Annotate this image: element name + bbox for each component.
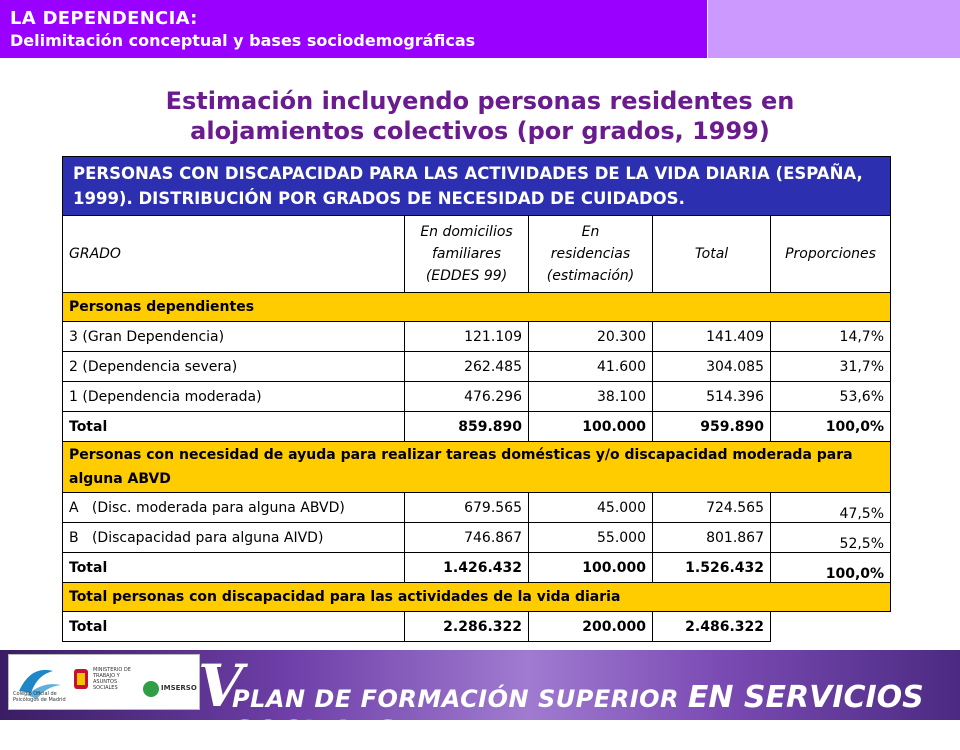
heading-line-2: alojamientos colectivos (por grados, 1999) bbox=[190, 117, 770, 145]
cell-total: 304.085 bbox=[653, 352, 771, 382]
col-total: Total bbox=[653, 216, 771, 293]
footer-plan-text bbox=[232, 680, 960, 750]
colegio-psicologos-logo: Colegio Oficial de Psicólogos de Madrid bbox=[13, 661, 67, 703]
cell-domicilios: 121.109 bbox=[405, 322, 529, 352]
dependency-table bbox=[62, 156, 891, 642]
header-subtitle: Delimitación conceptual y bases sociodemográficas bbox=[10, 31, 476, 50]
cell-prop: 52,5% bbox=[771, 523, 891, 553]
total-row bbox=[63, 553, 891, 583]
cell-prop: 31,7% bbox=[771, 352, 891, 382]
cell-total: 801.867 bbox=[653, 523, 771, 553]
table-row bbox=[63, 523, 891, 553]
cell-domicilios: 476.296 bbox=[405, 382, 529, 412]
cell-grado: B (Discapacidad para alguna AIVD) bbox=[63, 523, 405, 553]
cell-prop: 47,5% bbox=[771, 493, 891, 523]
imserso-icon bbox=[141, 679, 161, 699]
cell-residencias: 55.000 bbox=[529, 523, 653, 553]
cell-total: 141.409 bbox=[653, 322, 771, 352]
empty-cell bbox=[771, 612, 891, 642]
header-bar bbox=[0, 0, 707, 58]
cell-domicilios: 2.286.322 bbox=[405, 612, 529, 642]
grand-total-row bbox=[63, 612, 891, 642]
imserso-logo: IMSERSO bbox=[139, 661, 195, 703]
cell-prop: 53,6% bbox=[771, 382, 891, 412]
section-dependientes: Personas dependientes bbox=[63, 293, 891, 322]
cell-grado: 2 (Dependencia severa) bbox=[63, 352, 405, 382]
table-title: PERSONAS CON DISCAPACIDAD PARA LAS ACTIVIDADES DE LA VIDA DIARIA (ESPAÑA, 1999). DISTRIBUCIÓN POR GRADOS DE NECESIDAD DE CUIDADOS. bbox=[63, 157, 891, 216]
cell-grado: A (Disc. moderada para alguna ABVD) bbox=[63, 493, 405, 523]
header-title: LA DEPENDENCIA: bbox=[10, 8, 198, 29]
cell-prop: 14,7% bbox=[771, 322, 891, 352]
column-header-row bbox=[63, 216, 891, 293]
cell-total: 724.565 bbox=[653, 493, 771, 523]
cell-total: 1.526.432 bbox=[653, 553, 771, 583]
cell-domicilios: 1.426.432 bbox=[405, 553, 529, 583]
cell-prop: 100,0% bbox=[771, 553, 891, 583]
cell-domicilios: 262.485 bbox=[405, 352, 529, 382]
servicios-label: EN SERVICIOS SOCIALES bbox=[232, 680, 924, 750]
cell-residencias: 100.000 bbox=[529, 553, 653, 583]
cell-residencias: 20.300 bbox=[529, 322, 653, 352]
cell-residencias: 100.000 bbox=[529, 412, 653, 442]
cell-prop: 100,0% bbox=[771, 412, 891, 442]
cell-residencias: 38.100 bbox=[529, 382, 653, 412]
total-row bbox=[63, 412, 891, 442]
section-total-personas: Total personas con discapacidad para las actividades de la vida diaria bbox=[63, 583, 891, 612]
heading-line-1: Estimación incluyendo personas residentes en bbox=[165, 87, 795, 115]
cell-domicilios: 746.867 bbox=[405, 523, 529, 553]
coat-of-arms-icon bbox=[71, 665, 91, 695]
cell-grado: Total bbox=[63, 612, 405, 642]
cell-grado: Total bbox=[63, 412, 405, 442]
cell-total: 2.486.322 bbox=[653, 612, 771, 642]
cell-domicilios: 859.890 bbox=[405, 412, 529, 442]
footer-banner bbox=[0, 650, 960, 750]
col-grado: GRADO bbox=[63, 216, 405, 293]
table-row bbox=[63, 382, 891, 412]
section-ayuda: Personas con necesidad de ayuda para realizar tareas domésticas y/o discapacidad moderada para alguna ABVD bbox=[63, 442, 891, 493]
col-residencias: En residencias (estimación) bbox=[529, 216, 653, 293]
page-heading bbox=[40, 86, 920, 146]
edition-numeral: V bbox=[198, 652, 244, 720]
ministerio-logo: MINISTERIO DE TRABAJO Y ASUNTOS SOCIALES bbox=[71, 661, 135, 703]
plan-label: PLAN DE FORMACIÓN SUPERIOR bbox=[232, 685, 680, 713]
cell-residencias: 41.600 bbox=[529, 352, 653, 382]
col-domicilios: En domicilios familiares (EDDES 99) bbox=[405, 216, 529, 293]
cell-total: 959.890 bbox=[653, 412, 771, 442]
cell-residencias: 45.000 bbox=[529, 493, 653, 523]
table-row bbox=[63, 493, 891, 523]
cell-residencias: 200.000 bbox=[529, 612, 653, 642]
col-proporciones: Proporciones bbox=[771, 216, 891, 293]
cell-total: 514.396 bbox=[653, 382, 771, 412]
cell-grado: 1 (Dependencia moderada) bbox=[63, 382, 405, 412]
cell-grado: 3 (Gran Dependencia) bbox=[63, 322, 405, 352]
cell-domicilios: 679.565 bbox=[405, 493, 529, 523]
logo-strip bbox=[8, 654, 200, 710]
cell-grado: Total bbox=[63, 553, 405, 583]
table-row bbox=[63, 352, 891, 382]
table-row bbox=[63, 322, 891, 352]
header-side-block bbox=[708, 0, 960, 58]
